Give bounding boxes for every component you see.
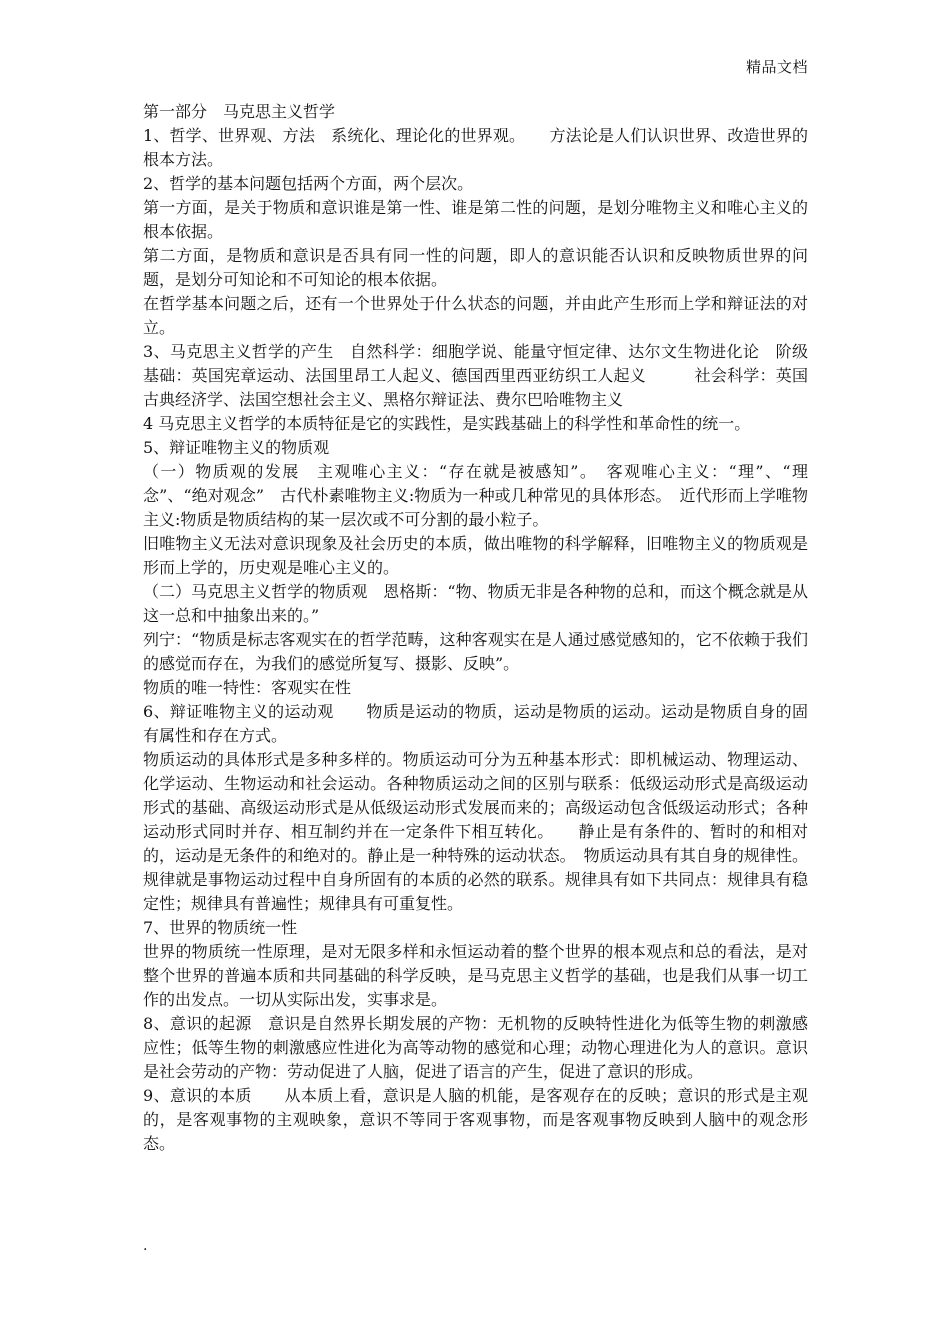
- paragraph: 第二方面，是物质和意识是否具有同一性的问题，即人的意识能否认识和反映物质世界的问题，是划分可知论和不可知论的根本依据。: [143, 246, 808, 289]
- paragraph: 旧唯物主义无法对意识现象及社会历史的本质，做出唯物的科学解释，旧唯物主义的物质观是形而上学的，历史观是唯心主义的。: [143, 534, 808, 577]
- paragraph: 第一方面，是关于物质和意识谁是第一性、谁是第二性的问题，是划分唯物主义和唯心主义的根本依据。: [143, 198, 808, 241]
- paragraph: 物质的唯一特性：客观实在性: [143, 678, 352, 697]
- paragraph: 5、辩证唯物主义的物质观: [143, 438, 330, 457]
- paragraph: 世界的物质统一性原理，是对无限多样和永恒运动着的整个世界的根本观点和总的看法，是对整个世界的普遍本质和共同基础的科学反映，是马克思主义哲学的基础，也是我们从事一切工作的出发点。一切从实际出发，实事求是。: [143, 942, 808, 1009]
- paragraph: 2、哲学的基本问题包括两个方面，两个层次。: [143, 174, 474, 193]
- document-body: [143, 100, 808, 1156]
- footer-mark: .: [143, 1238, 148, 1254]
- paragraph: （一）物质观的发展 主观唯心主义：“存在就是被感知”。 客观唯心主义：“理”、“理念”、“绝对观念” 古代朴素唯物主义:物质为一种或几种常见的具体形态。 近代形而上学唯物主义:物质是物质结构的某一层次或不可分割的最小粒子。: [143, 462, 808, 529]
- paragraph: 4 马克思主义哲学的本质特征是它的实践性，是实践基础上的科学性和革命性的统一。: [143, 414, 751, 433]
- paragraph: 1、哲学、世界观、方法 系统化、理论化的世界观。 方法论是人们认识世界、改造世界的根本方法。: [143, 126, 808, 169]
- paragraph: （二）马克思主义哲学的物质观 恩格斯：“物、物质无非是各种物的总和，而这个概念就是从这一总和中抽象出来的。”: [143, 582, 808, 625]
- paragraph: 6、辩证唯物主义的运动观 物质是运动的物质，运动是物质的运动。运动是物质自身的固有属性和存在方式。: [143, 702, 808, 745]
- paragraph: 9、意识的本质 从本质上看，意识是人脑的机能，是客观存在的反映；意识的形式是主观的，是客观事物的主观映象，意识不等同于客观事物，而是客观事物反映到人脑中的观念形态。: [143, 1086, 808, 1153]
- paragraph: 物质运动的具体形式是多种多样的。物质运动可分为五种基本形式：即机械运动、物理运动、化学运动、生物运动和社会运动。各种物质运动之间的区别与联系：低级运动形式是高级运动形式的基础、高级运动形式是从低级运动形式发展而来的；高级运动包含低级运动形式；各种运动形式同时并存、相互制约并在一定条件下相互转化。 静止是有条件的、暂时的和相对的，运动是无条件的和绝对的。静止是一种特殊的运动状态。 物质运动具有其自身的规律性。规律就是事物运动过程中自身所固有的本质的必然的联系。规律具有如下共同点：规律具有稳定性；规律具有普遍性；规律具有可重复性。: [143, 750, 808, 913]
- page-header-label: 精品文档: [745, 58, 808, 76]
- paragraph: 7、世界的物质统一性: [143, 918, 298, 937]
- paragraph: 3、马克思主义哲学的产生 自然科学：细胞学说、能量守恒定律、达尔文生物进化论 阶级基础：英国宪章运动、法国里昂工人起义、德国西里西亚纺织工人起义 社会科学：英国古典经济学、法国空想社会主义、黑格尔辩证法、费尔巴哈唯物主义: [143, 342, 808, 409]
- paragraph: 在哲学基本问题之后，还有一个世界处于什么状态的问题，并由此产生形而上学和辩证法的对立。: [143, 294, 808, 337]
- paragraph: 列宁：“物质是标志客观实在的哲学范畴，这种客观实在是人通过感觉感知的，它不依赖于我们的感觉而存在，为我们的感觉所复写、摄影、反映”。: [143, 630, 808, 673]
- section-title: 第一部分 马克思主义哲学: [143, 102, 336, 121]
- paragraph: 8、意识的起源 意识是自然界长期发展的产物：无机物的反映特性进化为低等生物的刺激感应性；低等生物的刺激感应性进化为高等动物的感觉和心理；动物心理进化为人的意识。意识是社会劳动的产物：劳动促进了人脑，促进了语言的产生，促进了意识的形成。: [143, 1014, 808, 1081]
